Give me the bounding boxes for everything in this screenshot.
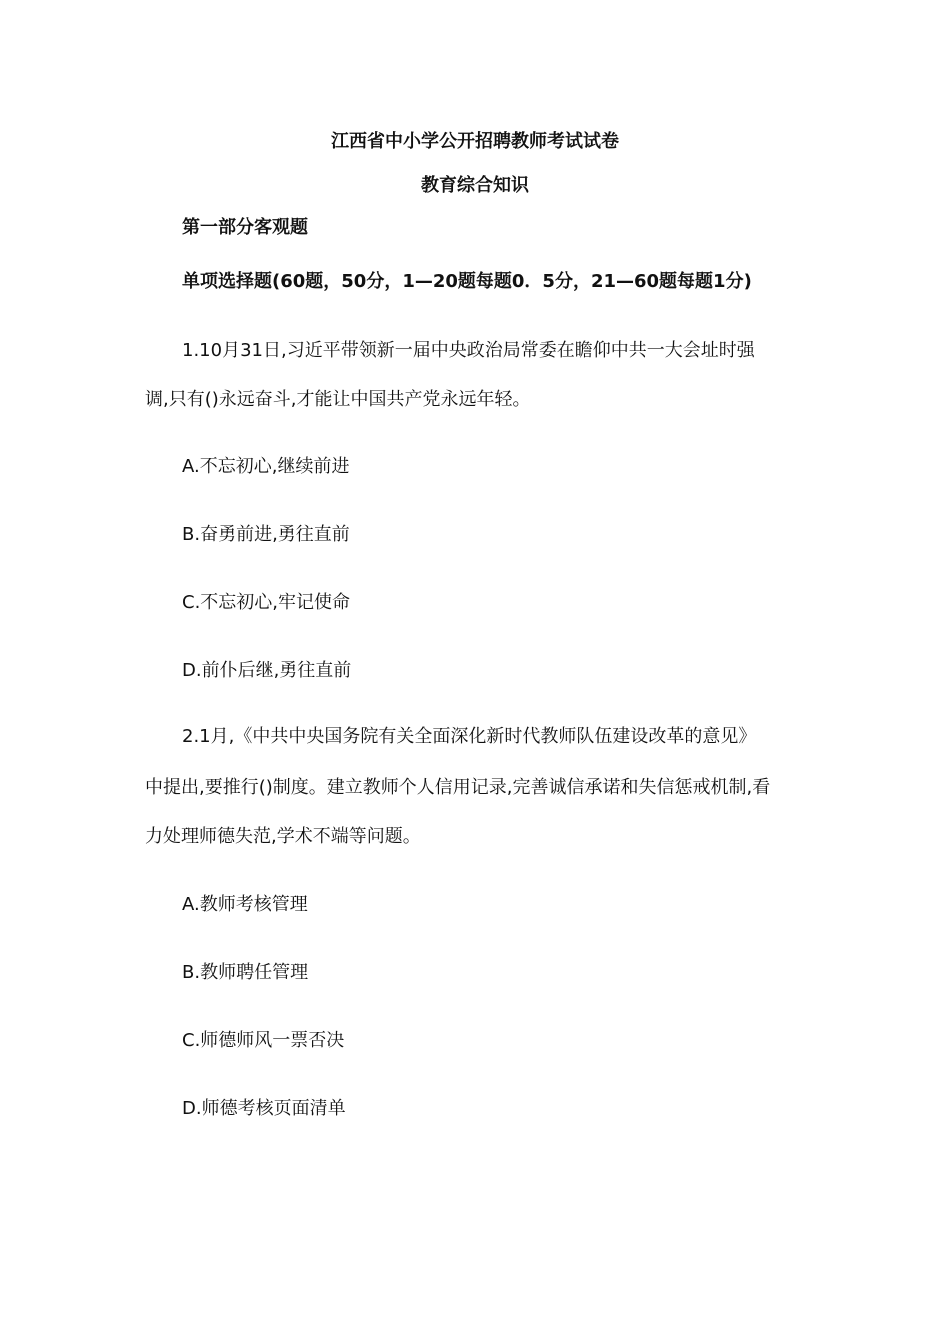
question-2-line-3: 力处理师德失范,学术不端等问题。 — [145, 826, 421, 847]
question-2-option-c: C.师德师风一票否决 — [182, 1030, 345, 1051]
document-subtitle: 教育综合知识 — [421, 175, 529, 196]
question-1-line-2: 调,只有()永远奋斗,才能让中国共产党永远年轻。 — [145, 389, 531, 410]
document-title: 江西省中小学公开招聘教师考试试卷 — [331, 131, 619, 152]
question-2-option-a: A.教师考核管理 — [182, 894, 308, 915]
question-2-option-b: B.教师聘任管理 — [182, 962, 309, 983]
section-heading: 单项选择题(60题，50分，1—20题每题0．5分，21—60题每题1分) — [182, 271, 752, 292]
question-1-option-a: A.不忘初心,继续前进 — [182, 456, 350, 477]
question-1-option-d: D.前仆后继,勇往直前 — [182, 660, 352, 681]
question-2-line-2: 中提出,要推行()制度。建立教师个人信用记录,完善诚信承诺和失信惩戒机制,看 — [145, 777, 771, 798]
question-1-line-1: 1.10月31日,习近平带领新一届中央政治局常委在瞻仰中共一大会址时强 — [182, 340, 755, 361]
part-heading: 第一部分客观题 — [182, 217, 308, 238]
question-2-line-1: 2.1月,《中共中央国务院有关全面深化新时代教师队伍建设改革的意见》 — [182, 726, 757, 747]
question-1-option-b: B.奋勇前进,勇往直前 — [182, 524, 350, 545]
question-1-option-c: C.不忘初心,牢记使命 — [182, 592, 351, 613]
question-2-option-d: D.师德考核页面清单 — [182, 1098, 346, 1119]
